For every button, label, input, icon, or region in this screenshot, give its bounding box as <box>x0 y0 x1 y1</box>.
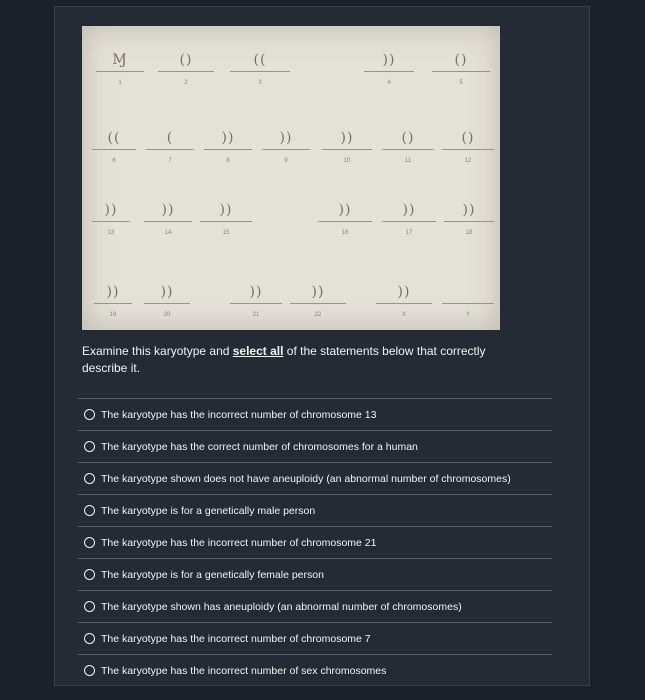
chromosome-number: 15 <box>222 230 230 236</box>
chromosome-glyph: )) <box>104 202 118 218</box>
chromosome-number: 17 <box>405 230 413 236</box>
chromosome-number: 7 <box>168 158 172 164</box>
chromosome-glyph: () <box>401 130 415 146</box>
chromosome-line <box>92 221 130 222</box>
chromosome-number: 21 <box>252 312 260 318</box>
chromosome-glyph: )) <box>402 202 416 218</box>
radio-icon[interactable] <box>84 409 95 420</box>
chromosome-line <box>364 71 414 72</box>
chromosome-pair-3 <box>230 34 290 86</box>
karyotype-image <box>82 26 500 330</box>
chromosome-line <box>444 221 494 222</box>
chromosome-number: 22 <box>314 312 322 318</box>
chromosome-glyph: )) <box>106 284 120 300</box>
question-prefix: Examine this karyotype and <box>82 344 233 358</box>
chromosome-pair-1 <box>96 34 144 86</box>
option-label: The karyotype is for a genetically female person <box>101 568 324 581</box>
chromosome-number: 8 <box>226 158 230 164</box>
radio-icon[interactable] <box>84 601 95 612</box>
chromosome-number: 11 <box>404 158 412 164</box>
chromosome-pair-12 <box>442 118 494 164</box>
option-row[interactable] <box>78 558 552 590</box>
chromosome-line <box>230 303 282 304</box>
chromosome-line <box>432 71 490 72</box>
chromosome-pair-9 <box>262 118 310 164</box>
chromosome-line <box>92 149 136 150</box>
option-label: The karyotype has the incorrect number of chromosome 21 <box>101 536 377 549</box>
chromosome-number: 6 <box>112 158 116 164</box>
chromosome-glyph: )) <box>338 202 352 218</box>
chromosome-line <box>204 149 252 150</box>
chromosome-number: X <box>401 312 406 318</box>
radio-icon[interactable] <box>84 537 95 548</box>
chromosome-line <box>200 221 252 222</box>
chromosome-line <box>230 71 290 72</box>
chromosome-pair-10 <box>322 118 372 164</box>
chromosome-glyph: () <box>461 130 475 146</box>
chromosome-pair-22 <box>290 276 346 318</box>
chromosome-glyph: )) <box>279 130 293 146</box>
chromosome-pair-18 <box>444 194 494 236</box>
chromosome-glyph: ( <box>166 130 174 146</box>
radio-icon[interactable] <box>84 441 95 452</box>
chromosome-pair-7 <box>146 118 194 164</box>
chromosome-pair-15 <box>200 194 252 236</box>
chromosome-glyph: () <box>454 52 468 68</box>
chromosome-glyph: (( <box>107 130 121 146</box>
chromosome-line <box>94 303 132 304</box>
option-row[interactable] <box>78 654 552 686</box>
radio-icon[interactable] <box>84 569 95 580</box>
chromosome-glyph: )) <box>161 202 175 218</box>
chromosome-pair-8 <box>204 118 252 164</box>
option-label: The karyotype has the correct number of chromosomes for a human <box>101 440 418 453</box>
chromosome-x <box>376 276 432 318</box>
chromosome-number: 1 <box>118 80 122 86</box>
option-row[interactable] <box>78 462 552 494</box>
chromosome-line <box>262 149 310 150</box>
option-label: The karyotype has the incorrect number of chromosome 7 <box>101 632 371 645</box>
chromosome-pair-5 <box>432 34 490 86</box>
chromosome-glyph: )) <box>340 130 354 146</box>
option-row[interactable] <box>78 622 552 654</box>
chromosome-glyph: () <box>179 52 193 68</box>
chromosome-y <box>442 276 494 318</box>
chromosome-number: Y <box>465 312 470 318</box>
option-row[interactable] <box>78 590 552 622</box>
chromosome-glyph: )) <box>382 52 396 68</box>
chromosome-line <box>322 149 372 150</box>
chromosome-glyph: )) <box>160 284 174 300</box>
chromosome-line <box>144 303 190 304</box>
chromosome-glyph: )) <box>397 284 411 300</box>
chromosome-glyph: )) <box>221 130 235 146</box>
chromosome-line <box>382 149 434 150</box>
chromosome-glyph: )) <box>311 284 325 300</box>
option-row[interactable] <box>78 398 552 430</box>
chromosome-number: 16 <box>341 230 349 236</box>
chromosome-line <box>290 303 346 304</box>
option-label: The karyotype shown does not have aneuploidy (an abnormal number of chromosomes) <box>101 472 511 485</box>
chromosome-glyph: (( <box>253 52 267 68</box>
option-row[interactable] <box>78 526 552 558</box>
chromosome-line <box>158 71 214 72</box>
chromosome-number: 3 <box>258 80 262 86</box>
chromosome-number: 5 <box>459 80 463 86</box>
chromosome-pair-16 <box>318 194 372 236</box>
chromosome-number: 19 <box>109 312 117 318</box>
chromosome-number: 9 <box>284 158 288 164</box>
option-label: The karyotype is for a genetically male person <box>101 504 316 517</box>
chromosome-glyph: )) <box>462 202 476 218</box>
option-row[interactable] <box>78 430 552 462</box>
chromosome-number: 12 <box>464 158 472 164</box>
chromosome-pair-4 <box>364 34 414 86</box>
option-label: The karyotype has the incorrect number of chromosome 13 <box>101 408 377 421</box>
chromosome-pair-13 <box>92 194 130 236</box>
option-label: The karyotype shown has aneuploidy (an abnormal number of chromosomes) <box>101 600 462 613</box>
chromosome-line <box>376 303 432 304</box>
chromosome-number: 2 <box>184 80 188 86</box>
chromosome-pair-6 <box>92 118 136 164</box>
chromosome-line <box>318 221 372 222</box>
chromosome-number: 18 <box>465 230 473 236</box>
chromosome-number: 14 <box>164 230 172 236</box>
chromosome-number: 10 <box>343 158 351 164</box>
chromosome-number: 20 <box>163 312 171 318</box>
radio-icon[interactable] <box>84 505 95 516</box>
chromosome-glyph: Ɱ <box>112 52 128 68</box>
radio-icon[interactable] <box>84 473 95 484</box>
chromosome-line <box>146 149 194 150</box>
chromosome-glyph: )) <box>249 284 263 300</box>
radio-icon[interactable] <box>84 633 95 644</box>
chromosome-number: 13 <box>107 230 115 236</box>
chromosome-pair-14 <box>144 194 192 236</box>
chromosome-pair-21 <box>230 276 282 318</box>
chromosome-line <box>442 303 494 304</box>
chromosome-pair-20 <box>144 276 190 318</box>
option-label: The karyotype has the incorrect number of sex chromosomes <box>101 664 387 677</box>
chromosome-glyph: )) <box>219 202 233 218</box>
chromosome-number: 4 <box>387 80 391 86</box>
chromosome-line <box>96 71 144 72</box>
radio-icon[interactable] <box>84 665 95 676</box>
question-suffix: of the statements below that correctly describe it. <box>82 344 486 375</box>
option-row[interactable] <box>78 494 552 526</box>
options-list <box>78 398 552 686</box>
question-emphasis: select all <box>232 344 284 358</box>
chromosome-pair-19 <box>94 276 132 318</box>
chromosome-line <box>144 221 192 222</box>
chromosome-pair-2 <box>158 34 214 86</box>
question-text <box>82 343 522 377</box>
chromosome-pair-17 <box>382 194 436 236</box>
chromosome-line <box>442 149 494 150</box>
chromosome-line <box>382 221 436 222</box>
chromosome-pair-11 <box>382 118 434 164</box>
